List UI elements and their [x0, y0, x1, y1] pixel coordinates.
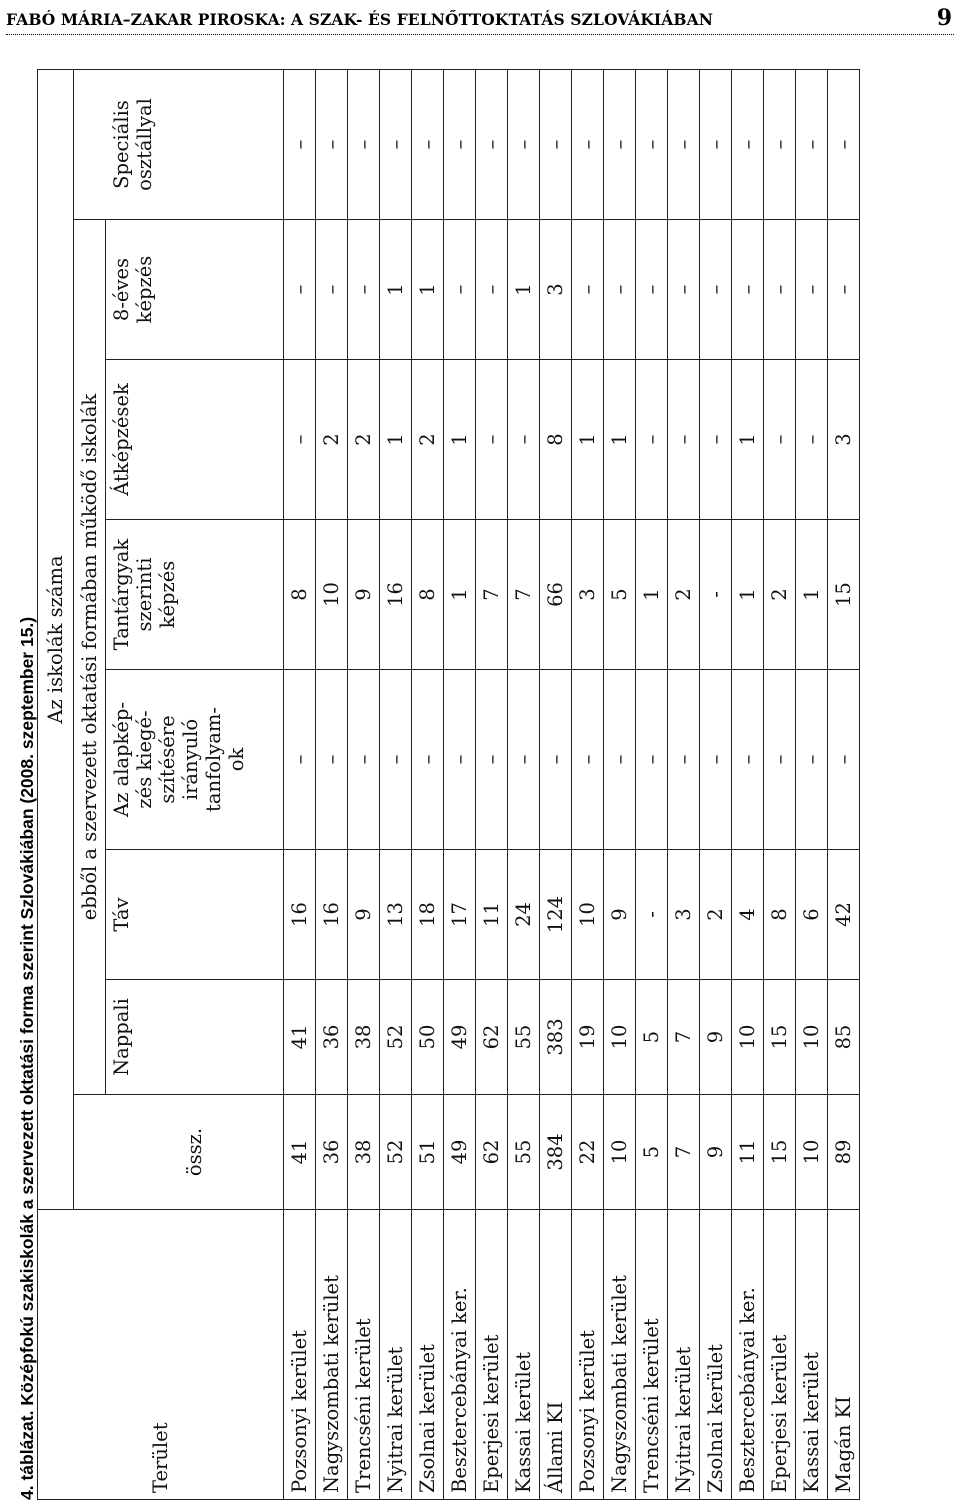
subject-cell: 15 [828, 520, 860, 670]
special-cell: – [732, 70, 764, 220]
retraining-cell: 1 [444, 360, 476, 520]
region-label: Eperjesi kerület [476, 1210, 508, 1500]
table-row [348, 70, 380, 1500]
subject-cell: 10 [316, 520, 348, 670]
eight-year-cell: – [604, 220, 636, 360]
eight-year-cell: – [316, 220, 348, 360]
basic-courses-header: Az alapkép- zés kiegé- szítésére irányuló tanfolyam- ok [106, 670, 284, 850]
distance-cell: 16 [284, 850, 316, 980]
retraining-cell: – [700, 360, 732, 520]
retraining-cell: 1 [604, 360, 636, 520]
subject-cell: 1 [732, 520, 764, 670]
distance-cell: 24 [508, 850, 540, 980]
eight-year-cell: – [476, 220, 508, 360]
special-cell: – [380, 70, 412, 220]
distance-cell: 42 [828, 850, 860, 980]
eight-year-cell: – [796, 220, 828, 360]
eight-year-cell: – [284, 220, 316, 360]
basic-courses-cell: – [668, 670, 700, 850]
retraining-cell: 2 [348, 360, 380, 520]
retraining-cell: 8 [540, 360, 572, 520]
basic-courses-cell: – [828, 670, 860, 850]
distance-cell: 2 [700, 850, 732, 980]
eight-year-cell: 1 [508, 220, 540, 360]
eight-year-cell: – [828, 220, 860, 360]
subject-cell: 16 [380, 520, 412, 670]
basic-courses-cell: – [572, 670, 604, 850]
region-label: Eperjesi kerület [764, 1210, 796, 1500]
basic-courses-cell: – [476, 670, 508, 850]
total-cell: 7 [668, 1095, 700, 1210]
total-cell: 89 [828, 1095, 860, 1210]
table-row [636, 70, 668, 1500]
total-cell: 384 [540, 1095, 572, 1210]
day-cell: 5 [636, 980, 668, 1095]
region-label: Állami KI [540, 1210, 572, 1500]
distance-cell: 9 [348, 850, 380, 980]
total-cell: 62 [476, 1095, 508, 1210]
subject-cell: 9 [348, 520, 380, 670]
retraining-cell: 3 [828, 360, 860, 520]
subject-cell: 5 [604, 520, 636, 670]
retraining-cell: – [508, 360, 540, 520]
eight-year-cell: – [732, 220, 764, 360]
special-cell: – [284, 70, 316, 220]
day-cell: 52 [380, 980, 412, 1095]
special-cell: – [508, 70, 540, 220]
table-row [828, 70, 860, 1500]
subject-cell: - [700, 520, 732, 670]
eight-year-cell: 1 [380, 220, 412, 360]
table-row [700, 70, 732, 1500]
region-label: Besztercebányai ker. [444, 1210, 476, 1500]
distance-cell: 16 [316, 850, 348, 980]
total-header: össz. [106, 1095, 284, 1210]
distance-cell: 18 [412, 850, 444, 980]
special-header: Speciális osztállyal [106, 70, 284, 220]
day-cell: 10 [604, 980, 636, 1095]
table-row [380, 70, 412, 1500]
table-row [796, 70, 828, 1500]
total-cell: 49 [444, 1095, 476, 1210]
table-row [508, 70, 540, 1500]
region-label: Trencséni kerület [636, 1210, 668, 1500]
distance-cell: 9 [604, 850, 636, 980]
day-cell: 9 [700, 980, 732, 1095]
region-label: Pozsonyi kerület [572, 1210, 604, 1500]
basic-courses-cell: – [412, 670, 444, 850]
basic-courses-cell: – [444, 670, 476, 850]
basic-courses-cell: – [316, 670, 348, 850]
special-cell: – [316, 70, 348, 220]
basic-courses-cell: – [796, 670, 828, 850]
table-row [444, 70, 476, 1500]
region-label: Nagyszombati kerület [604, 1210, 636, 1500]
day-cell: 49 [444, 980, 476, 1095]
table-row [540, 70, 572, 1500]
subject-cell: 2 [764, 520, 796, 670]
subject-cell: 1 [636, 520, 668, 670]
total-cell: 22 [572, 1095, 604, 1210]
distance-cell: 6 [796, 850, 828, 980]
region-label: Zsolnai kerület [700, 1210, 732, 1500]
retraining-cell: – [636, 360, 668, 520]
total-cell: 55 [508, 1095, 540, 1210]
day-cell: 62 [476, 980, 508, 1095]
distance-cell: 8 [764, 850, 796, 980]
special-cell: – [540, 70, 572, 220]
retraining-header: Átképzések [106, 360, 284, 520]
special-cell: – [668, 70, 700, 220]
special-cell: – [412, 70, 444, 220]
day-cell: 85 [828, 980, 860, 1095]
basic-courses-cell: – [604, 670, 636, 850]
region-label: Pozsonyi kerület [284, 1210, 316, 1500]
eight-year-cell: 1 [412, 220, 444, 360]
page-header [6, 4, 954, 35]
distance-cell: 4 [732, 850, 764, 980]
table-row [412, 70, 444, 1500]
distance-cell: 17 [444, 850, 476, 980]
total-cell: 10 [604, 1095, 636, 1210]
subject-cell: 8 [284, 520, 316, 670]
retraining-cell: 2 [316, 360, 348, 520]
subject-cell: 3 [572, 520, 604, 670]
eight-year-cell: 3 [540, 220, 572, 360]
distance-cell: 3 [668, 850, 700, 980]
table-row [284, 70, 316, 1500]
basic-courses-cell: – [508, 670, 540, 850]
table-row [668, 70, 700, 1500]
table-row [476, 70, 508, 1500]
subject-cell: 7 [508, 520, 540, 670]
total-cell: 9 [700, 1095, 732, 1210]
retraining-cell: 1 [572, 360, 604, 520]
eight-year-cell: – [444, 220, 476, 360]
retraining-cell: 2 [412, 360, 444, 520]
table-row [604, 70, 636, 1500]
region-label: Nyitrai kerület [668, 1210, 700, 1500]
basic-courses-cell: – [348, 670, 380, 850]
special-cell: – [348, 70, 380, 220]
distance-cell: 10 [572, 850, 604, 980]
special-header-spacer [74, 70, 106, 220]
table-row [732, 70, 764, 1500]
total-cell: 15 [764, 1095, 796, 1210]
retraining-cell: 1 [732, 360, 764, 520]
day-cell: 55 [508, 980, 540, 1095]
special-cell: – [604, 70, 636, 220]
region-label: Zsolnai kerület [412, 1210, 444, 1500]
total-header-spacer [74, 1095, 106, 1210]
day-header: Nappali [106, 980, 284, 1095]
total-cell: 5 [636, 1095, 668, 1210]
total-cell: 11 [732, 1095, 764, 1210]
day-cell: 10 [796, 980, 828, 1095]
total-cell: 51 [412, 1095, 444, 1210]
day-cell: 38 [348, 980, 380, 1095]
eight-year-cell: – [700, 220, 732, 360]
subgroup-header: ebből a szervezett oktatási formában működő iskolák [74, 220, 106, 1095]
subject-cell: 2 [668, 520, 700, 670]
special-cell: – [572, 70, 604, 220]
total-cell: 41 [284, 1095, 316, 1210]
subject-cell: 7 [476, 520, 508, 670]
eight-year-cell: – [636, 220, 668, 360]
region-header: Terület [38, 1210, 284, 1500]
day-cell: 15 [764, 980, 796, 1095]
day-cell: 383 [540, 980, 572, 1095]
group-header: Az iskolák száma [38, 70, 74, 1210]
retraining-cell: – [284, 360, 316, 520]
school-table [37, 69, 860, 1500]
day-cell: 36 [316, 980, 348, 1095]
special-cell: – [796, 70, 828, 220]
region-label: Trencséni kerület [348, 1210, 380, 1500]
basic-courses-cell: – [284, 670, 316, 850]
total-cell: 36 [316, 1095, 348, 1210]
day-cell: 7 [668, 980, 700, 1095]
subject-header: Tantárgyak szerinti képzés [106, 520, 284, 670]
basic-courses-cell: – [636, 670, 668, 850]
subject-cell: 1 [444, 520, 476, 670]
basic-courses-cell: – [764, 670, 796, 850]
special-cell: – [828, 70, 860, 220]
subject-cell: 8 [412, 520, 444, 670]
table-row [316, 70, 348, 1500]
table-row [572, 70, 604, 1500]
basic-courses-cell: – [732, 670, 764, 850]
day-cell: 10 [732, 980, 764, 1095]
distance-cell: 13 [380, 850, 412, 980]
retraining-cell: – [668, 360, 700, 520]
retraining-cell: – [476, 360, 508, 520]
total-cell: 10 [796, 1095, 828, 1210]
basic-courses-cell: – [700, 670, 732, 850]
subject-cell: 66 [540, 520, 572, 670]
table-caption: 4. táblázat. Középfokú szakiskolák a szervezett oktatási forma szerint Szlovákiában (2008. szeptember 15.) [17, 616, 37, 1500]
distance-cell: 124 [540, 850, 572, 980]
special-cell: – [636, 70, 668, 220]
special-cell: – [700, 70, 732, 220]
distance-cell: 11 [476, 850, 508, 980]
retraining-cell: – [764, 360, 796, 520]
subject-cell: 1 [796, 520, 828, 670]
region-label: Kassai kerület [508, 1210, 540, 1500]
eight-year-header: 8-éves képzés [106, 220, 284, 360]
distance-header: Táv [106, 850, 284, 980]
basic-courses-cell: – [540, 670, 572, 850]
special-cell: – [764, 70, 796, 220]
day-cell: 19 [572, 980, 604, 1095]
eight-year-cell: – [348, 220, 380, 360]
total-cell: 52 [380, 1095, 412, 1210]
region-label: Besztercebányai ker. [732, 1210, 764, 1500]
day-cell: 41 [284, 980, 316, 1095]
retraining-cell: 1 [380, 360, 412, 520]
table-row [764, 70, 796, 1500]
rotated-table-area [13, 40, 943, 1500]
total-cell: 38 [348, 1095, 380, 1210]
region-label: Magán KI [828, 1210, 860, 1500]
region-label: Nyitrai kerület [380, 1210, 412, 1500]
special-cell: – [476, 70, 508, 220]
page-number: 9 [936, 5, 952, 31]
eight-year-cell: – [572, 220, 604, 360]
running-title: FABÓ MÁRIA–ZAKAR PIROSKA: A SZAK- ÉS FELNŐTTOKTATÁS SZLOVÁKIÁBAN [6, 10, 713, 29]
region-label: Kassai kerület [796, 1210, 828, 1500]
special-cell: – [444, 70, 476, 220]
basic-courses-cell: – [380, 670, 412, 850]
retraining-cell: – [796, 360, 828, 520]
eight-year-cell: – [668, 220, 700, 360]
day-cell: 50 [412, 980, 444, 1095]
distance-cell: - [636, 850, 668, 980]
region-label: Nagyszombati kerület [316, 1210, 348, 1500]
eight-year-cell: – [764, 220, 796, 360]
